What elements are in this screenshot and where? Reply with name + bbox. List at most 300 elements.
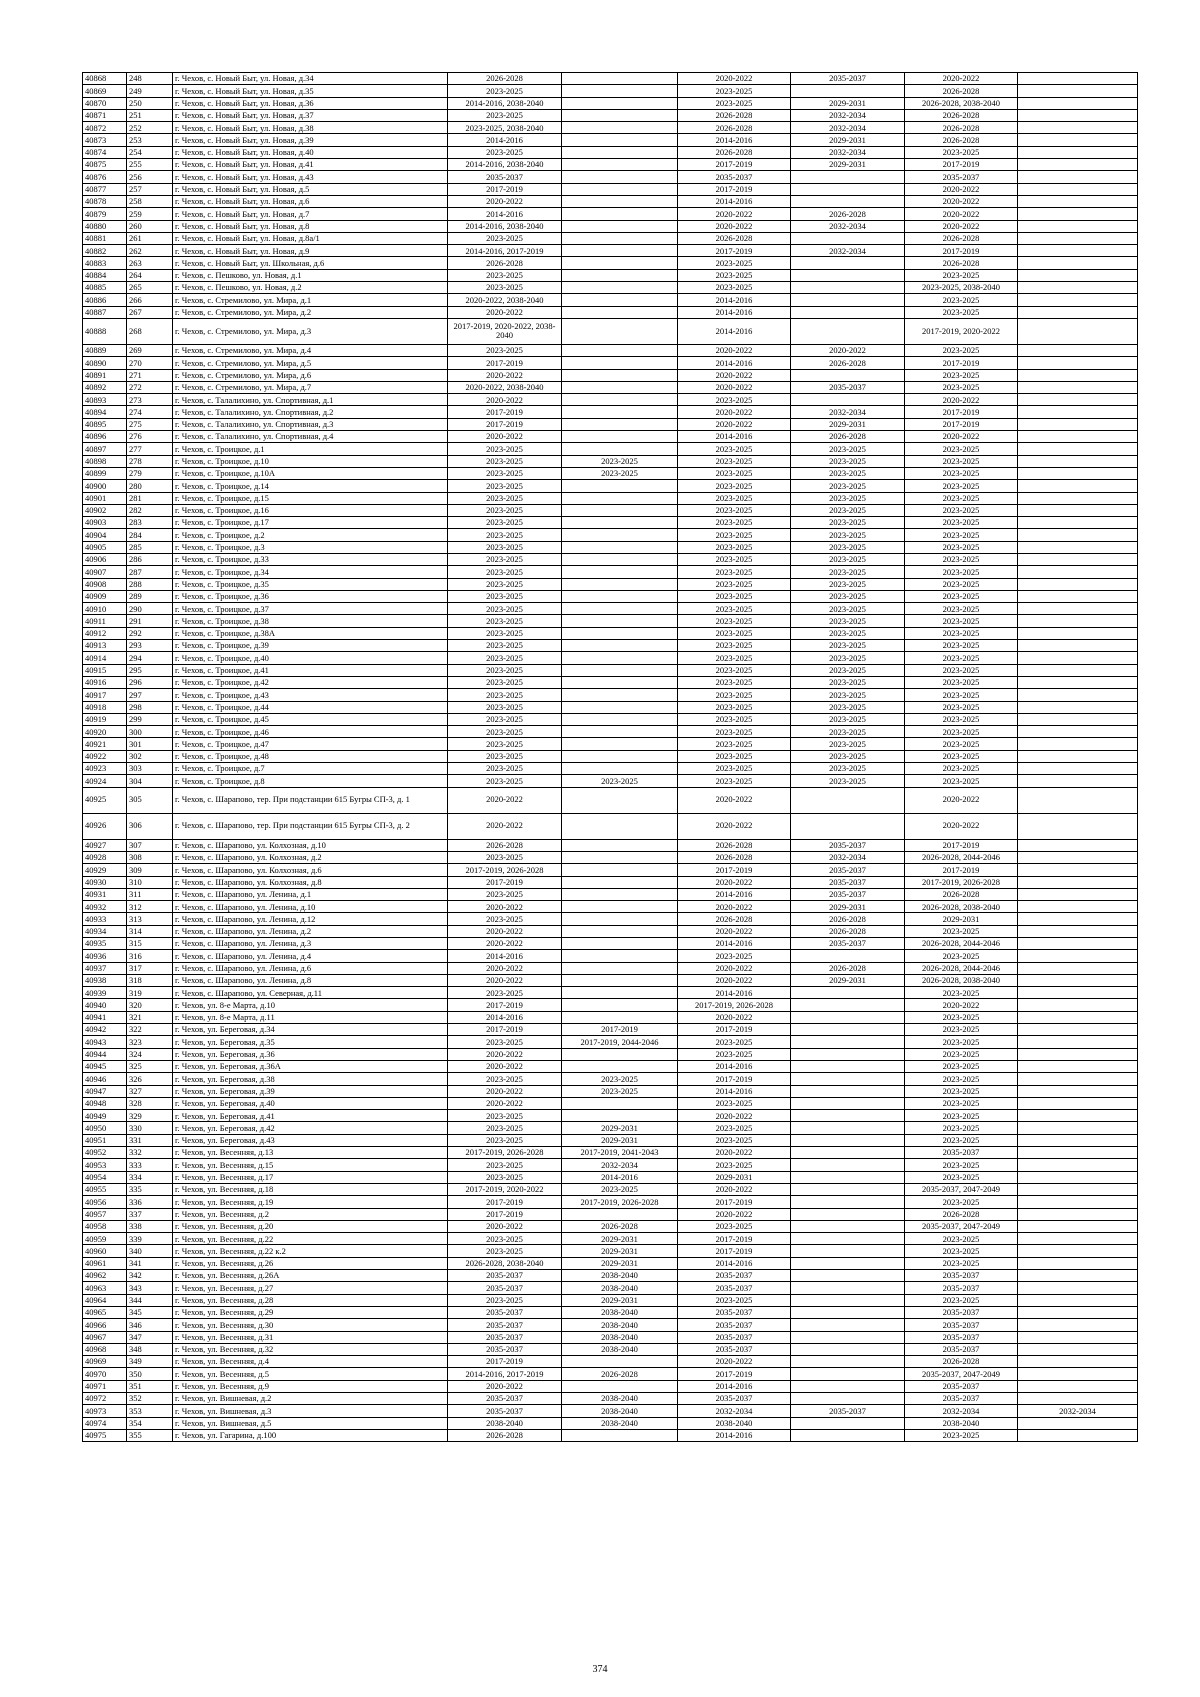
item-number-cell: 280 [127, 480, 173, 492]
period-cell-5: 2023-2025 [905, 1085, 1018, 1097]
period-cell-5: 2023-2025 [905, 541, 1018, 553]
period-cell-1: 2023-2025 [448, 738, 562, 750]
table-row [83, 122, 1138, 134]
address-cell: г. Чехов, с. Новый Быт, ул. Новая, д.40 [173, 146, 448, 158]
record-id-cell: 40888 [83, 318, 127, 344]
period-cell-3: 2023-2025 [678, 541, 791, 553]
address-cell: г. Чехов, с. Новый Быт, ул. Новая, д.5 [173, 183, 448, 195]
period-cell-4: 2023-2025 [791, 713, 905, 725]
period-cell-6 [1018, 344, 1138, 356]
table-row [83, 73, 1138, 85]
period-cell-2 [562, 492, 678, 504]
period-cell-3: 2020-2022 [678, 974, 791, 986]
table-row [83, 615, 1138, 627]
period-cell-3: 2035-2037 [678, 171, 791, 183]
period-cell-4 [791, 1257, 905, 1269]
period-cell-3: 2020-2022 [678, 787, 791, 813]
address-cell: г. Чехов, ул. Береговая, д.36 [173, 1048, 448, 1060]
period-cell-2: 2014-2016 [562, 1171, 678, 1183]
table-row [83, 344, 1138, 356]
item-number-cell: 261 [127, 232, 173, 244]
period-cell-4 [791, 1331, 905, 1343]
period-cell-5: 2023-2025 [905, 590, 1018, 602]
record-id-cell: 40870 [83, 97, 127, 109]
period-cell-4: 2032-2034 [791, 220, 905, 232]
address-cell: г. Чехов, с. Новый Быт, ул. Новая, д.8а/1 [173, 232, 448, 244]
record-id-cell: 40957 [83, 1208, 127, 1220]
item-number-cell: 349 [127, 1356, 173, 1368]
period-cell-1: 2020-2022 [448, 962, 562, 974]
period-cell-2: 2038-2040 [562, 1306, 678, 1318]
period-cell-3: 2023-2025 [678, 1294, 791, 1306]
address-cell: г. Чехов, с. Шарапово, ул. Колхозная, д.6 [173, 864, 448, 876]
period-cell-3: 2014-2016 [678, 357, 791, 369]
period-cell-4: 2035-2037 [791, 938, 905, 950]
item-number-cell: 347 [127, 1331, 173, 1343]
period-cell-2 [562, 418, 678, 430]
period-cell-5: 2023-2025 [905, 344, 1018, 356]
item-number-cell: 269 [127, 344, 173, 356]
period-cell-4: 2029-2031 [791, 974, 905, 986]
period-cell-2 [562, 987, 678, 999]
address-cell: г. Чехов, ул. Береговая, д.35 [173, 1036, 448, 1048]
period-cell-2 [562, 750, 678, 762]
table-row [83, 974, 1138, 986]
period-cell-2 [562, 1110, 678, 1122]
period-cell-1: 2035-2037 [448, 171, 562, 183]
period-cell-4 [791, 1343, 905, 1355]
period-cell-6 [1018, 504, 1138, 516]
item-number-cell: 355 [127, 1429, 173, 1441]
record-id-cell: 40943 [83, 1036, 127, 1048]
address-cell: г. Чехов, с. Шарапово, ул. Ленина, д.10 [173, 901, 448, 913]
address-cell: г. Чехов, ул. Весенняя, д.22 [173, 1233, 448, 1245]
record-id-cell: 40910 [83, 603, 127, 615]
period-cell-4 [791, 1024, 905, 1036]
period-cell-4: 2023-2025 [791, 750, 905, 762]
period-cell-2: 2026-2028 [562, 1368, 678, 1380]
period-cell-2 [562, 431, 678, 443]
period-cell-2 [562, 232, 678, 244]
record-id-cell: 40885 [83, 282, 127, 294]
period-cell-1: 2035-2037 [448, 1282, 562, 1294]
period-cell-1: 2023-2025 [448, 504, 562, 516]
record-id-cell: 40899 [83, 467, 127, 479]
period-cell-1: 2020-2022 [448, 1085, 562, 1097]
record-id-cell: 40973 [83, 1405, 127, 1417]
period-cell-4: 2023-2025 [791, 615, 905, 627]
address-cell: г. Чехов, с. Шарапово, тер. При подстанции 615 Бугры СП-3, д. 1 [173, 787, 448, 813]
period-cell-2 [562, 306, 678, 318]
period-cell-2 [562, 888, 678, 900]
item-number-cell: 306 [127, 813, 173, 839]
table-row [83, 1392, 1138, 1404]
period-cell-4 [791, 269, 905, 281]
period-cell-4: 2023-2025 [791, 640, 905, 652]
address-cell: г. Чехов, ул. Весенняя, д.13 [173, 1147, 448, 1159]
period-cell-2: 2026-2028 [562, 1220, 678, 1232]
address-cell: г. Чехов, с. Талалихино, ул. Спортивная, д.2 [173, 406, 448, 418]
table-row [83, 159, 1138, 171]
address-cell: г. Чехов, с. Новый Быт, ул. Новая, д.39 [173, 134, 448, 146]
period-cell-1: 2020-2022, 2038-2040 [448, 381, 562, 393]
period-cell-2 [562, 962, 678, 974]
period-cell-3: 2026-2028 [678, 146, 791, 158]
period-cell-3: 2014-2016 [678, 1429, 791, 1441]
period-cell-3: 2023-2025 [678, 282, 791, 294]
period-cell-1: 2023-2025 [448, 640, 562, 652]
period-cell-2 [562, 787, 678, 813]
table-row [83, 627, 1138, 639]
period-cell-4 [791, 195, 905, 207]
record-id-cell: 40897 [83, 443, 127, 455]
period-cell-3: 2017-2019 [678, 245, 791, 257]
period-cell-2 [562, 938, 678, 950]
period-cell-1: 2023-2025 [448, 517, 562, 529]
record-id-cell: 40951 [83, 1134, 127, 1146]
period-cell-6 [1018, 369, 1138, 381]
period-cell-3: 2020-2022 [678, 1110, 791, 1122]
address-cell: г. Чехов, ул. Береговая, д.39 [173, 1085, 448, 1097]
period-cell-4 [791, 999, 905, 1011]
table-row [83, 394, 1138, 406]
period-cell-1: 2026-2028 [448, 73, 562, 85]
period-cell-5: 2035-2037 [905, 1282, 1018, 1294]
record-id-cell: 40947 [83, 1085, 127, 1097]
period-cell-1: 2035-2037 [448, 1270, 562, 1282]
period-cell-6 [1018, 492, 1138, 504]
address-cell: г. Чехов, ул. Весенняя, д.19 [173, 1196, 448, 1208]
record-id-cell: 40878 [83, 195, 127, 207]
period-cell-2: 2032-2034 [562, 1159, 678, 1171]
period-cell-4 [791, 1085, 905, 1097]
item-number-cell: 276 [127, 431, 173, 443]
address-cell: г. Чехов, с. Новый Быт, ул. Школьная, д.6 [173, 257, 448, 269]
period-cell-2 [562, 85, 678, 97]
period-cell-4: 2029-2031 [791, 134, 905, 146]
period-cell-6 [1018, 159, 1138, 171]
item-number-cell: 289 [127, 590, 173, 602]
period-cell-3: 2026-2028 [678, 122, 791, 134]
period-cell-1: 2023-2025 [448, 282, 562, 294]
period-cell-4 [791, 1196, 905, 1208]
item-number-cell: 257 [127, 183, 173, 195]
period-cell-5: 2023-2025 [905, 1196, 1018, 1208]
table-row [83, 1159, 1138, 1171]
item-number-cell: 337 [127, 1208, 173, 1220]
period-cell-1: 2023-2025 [448, 676, 562, 688]
period-cell-6 [1018, 750, 1138, 762]
period-cell-4 [791, 1073, 905, 1085]
period-cell-1: 2020-2022 [448, 394, 562, 406]
period-cell-4: 2023-2025 [791, 492, 905, 504]
table-row [83, 418, 1138, 430]
period-cell-2: 2017-2019, 2041-2043 [562, 1147, 678, 1159]
period-cell-6 [1018, 282, 1138, 294]
address-cell: г. Чехов, с. Троицкое, д.10 [173, 455, 448, 467]
item-number-cell: 311 [127, 888, 173, 900]
table-row [83, 195, 1138, 207]
period-cell-6 [1018, 1036, 1138, 1048]
period-cell-1: 2023-2025 [448, 480, 562, 492]
period-cell-5: 2035-2037 [905, 1270, 1018, 1282]
period-cell-1: 2023-2025, 2038-2040 [448, 122, 562, 134]
period-cell-2: 2038-2040 [562, 1392, 678, 1404]
period-cell-1: 2035-2037 [448, 1306, 562, 1318]
table-row [83, 1356, 1138, 1368]
item-number-cell: 315 [127, 938, 173, 950]
record-id-cell: 40945 [83, 1060, 127, 1072]
period-cell-3: 2023-2025 [678, 467, 791, 479]
table-row [83, 541, 1138, 553]
item-number-cell: 262 [127, 245, 173, 257]
period-cell-6 [1018, 1380, 1138, 1392]
period-cell-3: 2020-2022 [678, 1356, 791, 1368]
period-cell-6 [1018, 357, 1138, 369]
period-cell-5: 2023-2025 [905, 1048, 1018, 1060]
address-cell: г. Чехов, с. Новый Быт, ул. Новая, д.36 [173, 97, 448, 109]
record-id-cell: 40917 [83, 689, 127, 701]
period-cell-4 [791, 183, 905, 195]
period-cell-2 [562, 726, 678, 738]
period-cell-4: 2029-2031 [791, 97, 905, 109]
table-row [83, 640, 1138, 652]
period-cell-6 [1018, 418, 1138, 430]
table-row [83, 1024, 1138, 1036]
period-cell-4 [791, 1060, 905, 1072]
period-cell-5: 2023-2025 [905, 615, 1018, 627]
period-cell-3: 2023-2025 [678, 950, 791, 962]
record-id-cell: 40944 [83, 1048, 127, 1060]
period-cell-6 [1018, 763, 1138, 775]
period-cell-1: 2023-2025 [448, 888, 562, 900]
period-cell-2: 2029-2031 [562, 1245, 678, 1257]
period-cell-5: 2035-2037, 2047-2049 [905, 1183, 1018, 1195]
table-row [83, 1245, 1138, 1257]
period-cell-2 [562, 652, 678, 664]
item-number-cell: 345 [127, 1306, 173, 1318]
period-cell-5: 2017-2019 [905, 839, 1018, 851]
period-cell-5: 2029-2031 [905, 913, 1018, 925]
period-cell-1: 2023-2025 [448, 1036, 562, 1048]
period-cell-1: 2020-2022 [448, 1220, 562, 1232]
record-id-cell: 40967 [83, 1331, 127, 1343]
item-number-cell: 266 [127, 294, 173, 306]
table-row [83, 726, 1138, 738]
address-cell: г. Чехов, с. Шарапово, ул. Ленина, д.4 [173, 950, 448, 962]
period-cell-4 [791, 171, 905, 183]
item-number-cell: 267 [127, 306, 173, 318]
address-cell: г. Чехов, с. Стремилово, ул. Мира, д.6 [173, 369, 448, 381]
period-cell-4: 2023-2025 [791, 504, 905, 516]
period-cell-3: 2023-2025 [678, 1134, 791, 1146]
period-cell-6 [1018, 676, 1138, 688]
table-row [83, 1208, 1138, 1220]
table-row [83, 431, 1138, 443]
period-cell-5: 2023-2025 [905, 381, 1018, 393]
period-cell-3: 2026-2028 [678, 913, 791, 925]
period-cell-3: 2020-2022 [678, 406, 791, 418]
period-cell-4: 2023-2025 [791, 443, 905, 455]
period-cell-3: 2017-2019, 2026-2028 [678, 999, 791, 1011]
record-id-cell: 40953 [83, 1159, 127, 1171]
address-cell: г. Чехов, с. Шарапово, ул. Ленина, д.8 [173, 974, 448, 986]
item-number-cell: 321 [127, 1011, 173, 1023]
period-cell-1: 2017-2019 [448, 418, 562, 430]
table-row [83, 1405, 1138, 1417]
period-cell-1: 2020-2022 [448, 369, 562, 381]
period-cell-6 [1018, 208, 1138, 220]
period-cell-5: 2023-2025 [905, 950, 1018, 962]
address-cell: г. Чехов, с. Новый Быт, ул. Новая, д.8 [173, 220, 448, 232]
address-cell: г. Чехов, ул. Весенняя, д.29 [173, 1306, 448, 1318]
period-cell-1: 2023-2025 [448, 1171, 562, 1183]
period-cell-6 [1018, 864, 1138, 876]
period-cell-5: 2026-2028, 2038-2040 [905, 974, 1018, 986]
period-cell-5: 2017-2019 [905, 357, 1018, 369]
item-number-cell: 344 [127, 1294, 173, 1306]
period-cell-3: 2014-2016 [678, 938, 791, 950]
item-number-cell: 254 [127, 146, 173, 158]
period-cell-4 [791, 987, 905, 999]
period-cell-3: 2038-2040 [678, 1417, 791, 1429]
address-cell: г. Чехов, с. Троицкое, д.14 [173, 480, 448, 492]
period-cell-3: 2020-2022 [678, 73, 791, 85]
period-cell-2: 2023-2025 [562, 775, 678, 787]
item-number-cell: 260 [127, 220, 173, 232]
table-row [83, 245, 1138, 257]
address-cell: г. Чехов, с. Стремилово, ул. Мира, д.7 [173, 381, 448, 393]
address-cell: г. Чехов, ул. Береговая, д.38 [173, 1073, 448, 1085]
record-id-cell: 40908 [83, 578, 127, 590]
period-cell-1: 2014-2016 [448, 208, 562, 220]
period-cell-5: 2026-2028 [905, 1208, 1018, 1220]
period-cell-1: 2035-2037 [448, 1319, 562, 1331]
period-cell-1: 2023-2025 [448, 467, 562, 479]
period-cell-5: 2017-2019, 2020-2022 [905, 318, 1018, 344]
item-number-cell: 285 [127, 541, 173, 553]
address-cell: г. Чехов, с. Троицкое, д.40 [173, 652, 448, 664]
period-cell-3: 2026-2028 [678, 839, 791, 851]
period-cell-6 [1018, 713, 1138, 725]
period-cell-1: 2023-2025 [448, 689, 562, 701]
period-cell-6 [1018, 109, 1138, 121]
address-cell: г. Чехов, ул. Весенняя, д.4 [173, 1356, 448, 1368]
period-cell-6 [1018, 839, 1138, 851]
table-row [83, 1048, 1138, 1060]
period-cell-6 [1018, 220, 1138, 232]
period-cell-5: 2023-2025 [905, 1122, 1018, 1134]
period-cell-4 [791, 1011, 905, 1023]
record-id-cell: 40911 [83, 615, 127, 627]
address-cell: г. Чехов, ул. Береговая, д.34 [173, 1024, 448, 1036]
table-row [83, 1011, 1138, 1023]
period-cell-5: 2026-2028 [905, 888, 1018, 900]
record-id-cell: 40941 [83, 1011, 127, 1023]
record-id-cell: 40874 [83, 146, 127, 158]
period-cell-6 [1018, 987, 1138, 999]
period-cell-4: 2023-2025 [791, 467, 905, 479]
period-cell-1: 2023-2025 [448, 701, 562, 713]
period-cell-5: 2023-2025 [905, 529, 1018, 541]
address-cell: г. Чехов, с. Троицкое, д.39 [173, 640, 448, 652]
period-cell-2: 2038-2040 [562, 1282, 678, 1294]
item-number-cell: 322 [127, 1024, 173, 1036]
period-cell-2 [562, 603, 678, 615]
record-id-cell: 40925 [83, 787, 127, 813]
address-cell: г. Чехов, с. Шарапово, ул. Колхозная, д.10 [173, 839, 448, 851]
period-cell-1: 2017-2019 [448, 357, 562, 369]
table-row [83, 232, 1138, 244]
period-cell-3: 2035-2037 [678, 1306, 791, 1318]
period-cell-6 [1018, 775, 1138, 787]
period-cell-3: 2023-2025 [678, 504, 791, 516]
table-row [83, 1368, 1138, 1380]
address-cell: г. Чехов, с. Троицкое, д.41 [173, 664, 448, 676]
table-row [83, 146, 1138, 158]
item-number-cell: 296 [127, 676, 173, 688]
period-cell-4: 2032-2034 [791, 122, 905, 134]
period-cell-1: 2020-2022 [448, 1380, 562, 1392]
period-cell-6 [1018, 1159, 1138, 1171]
record-id-cell: 40923 [83, 763, 127, 775]
address-cell: г. Чехов, с. Троицкое, д.1 [173, 443, 448, 455]
period-cell-6 [1018, 97, 1138, 109]
period-cell-6 [1018, 1097, 1138, 1109]
item-number-cell: 292 [127, 627, 173, 639]
table-row [83, 1257, 1138, 1269]
period-cell-6 [1018, 1134, 1138, 1146]
period-cell-6 [1018, 640, 1138, 652]
period-cell-4: 2029-2031 [791, 159, 905, 171]
period-cell-6 [1018, 1196, 1138, 1208]
period-cell-5: 2023-2025 [905, 146, 1018, 158]
period-cell-3: 2014-2016 [678, 1085, 791, 1097]
table-row [83, 1233, 1138, 1245]
period-cell-4 [791, 369, 905, 381]
period-cell-6 [1018, 183, 1138, 195]
address-cell: г. Чехов, с. Новый Быт, ул. Новая, д.38 [173, 122, 448, 134]
period-cell-2: 2029-2031 [562, 1233, 678, 1245]
period-cell-6 [1018, 901, 1138, 913]
period-cell-1: 2023-2025 [448, 713, 562, 725]
item-number-cell: 252 [127, 122, 173, 134]
table-row [83, 220, 1138, 232]
period-cell-2 [562, 245, 678, 257]
record-id-cell: 40933 [83, 913, 127, 925]
record-id-cell: 40937 [83, 962, 127, 974]
period-cell-2 [562, 122, 678, 134]
item-number-cell: 265 [127, 282, 173, 294]
record-id-cell: 40958 [83, 1220, 127, 1232]
period-cell-6 [1018, 85, 1138, 97]
address-cell: г. Чехов, с. Новый Быт, ул. Новая, д.7 [173, 208, 448, 220]
address-cell: г. Чехов, с. Новый Быт, ул. Новая, д.37 [173, 109, 448, 121]
period-cell-2 [562, 1048, 678, 1060]
table-row [83, 517, 1138, 529]
period-cell-3: 2029-2031 [678, 1171, 791, 1183]
period-cell-6 [1018, 962, 1138, 974]
period-cell-4: 2032-2034 [791, 851, 905, 863]
item-number-cell: 255 [127, 159, 173, 171]
record-id-cell: 40900 [83, 480, 127, 492]
record-id-cell: 40876 [83, 171, 127, 183]
address-cell: г. Чехов, с. Новый Быт, ул. Новая, д.43 [173, 171, 448, 183]
period-cell-6 [1018, 195, 1138, 207]
item-number-cell: 286 [127, 553, 173, 565]
period-cell-4: 2029-2031 [791, 418, 905, 430]
record-id-cell: 40959 [83, 1233, 127, 1245]
